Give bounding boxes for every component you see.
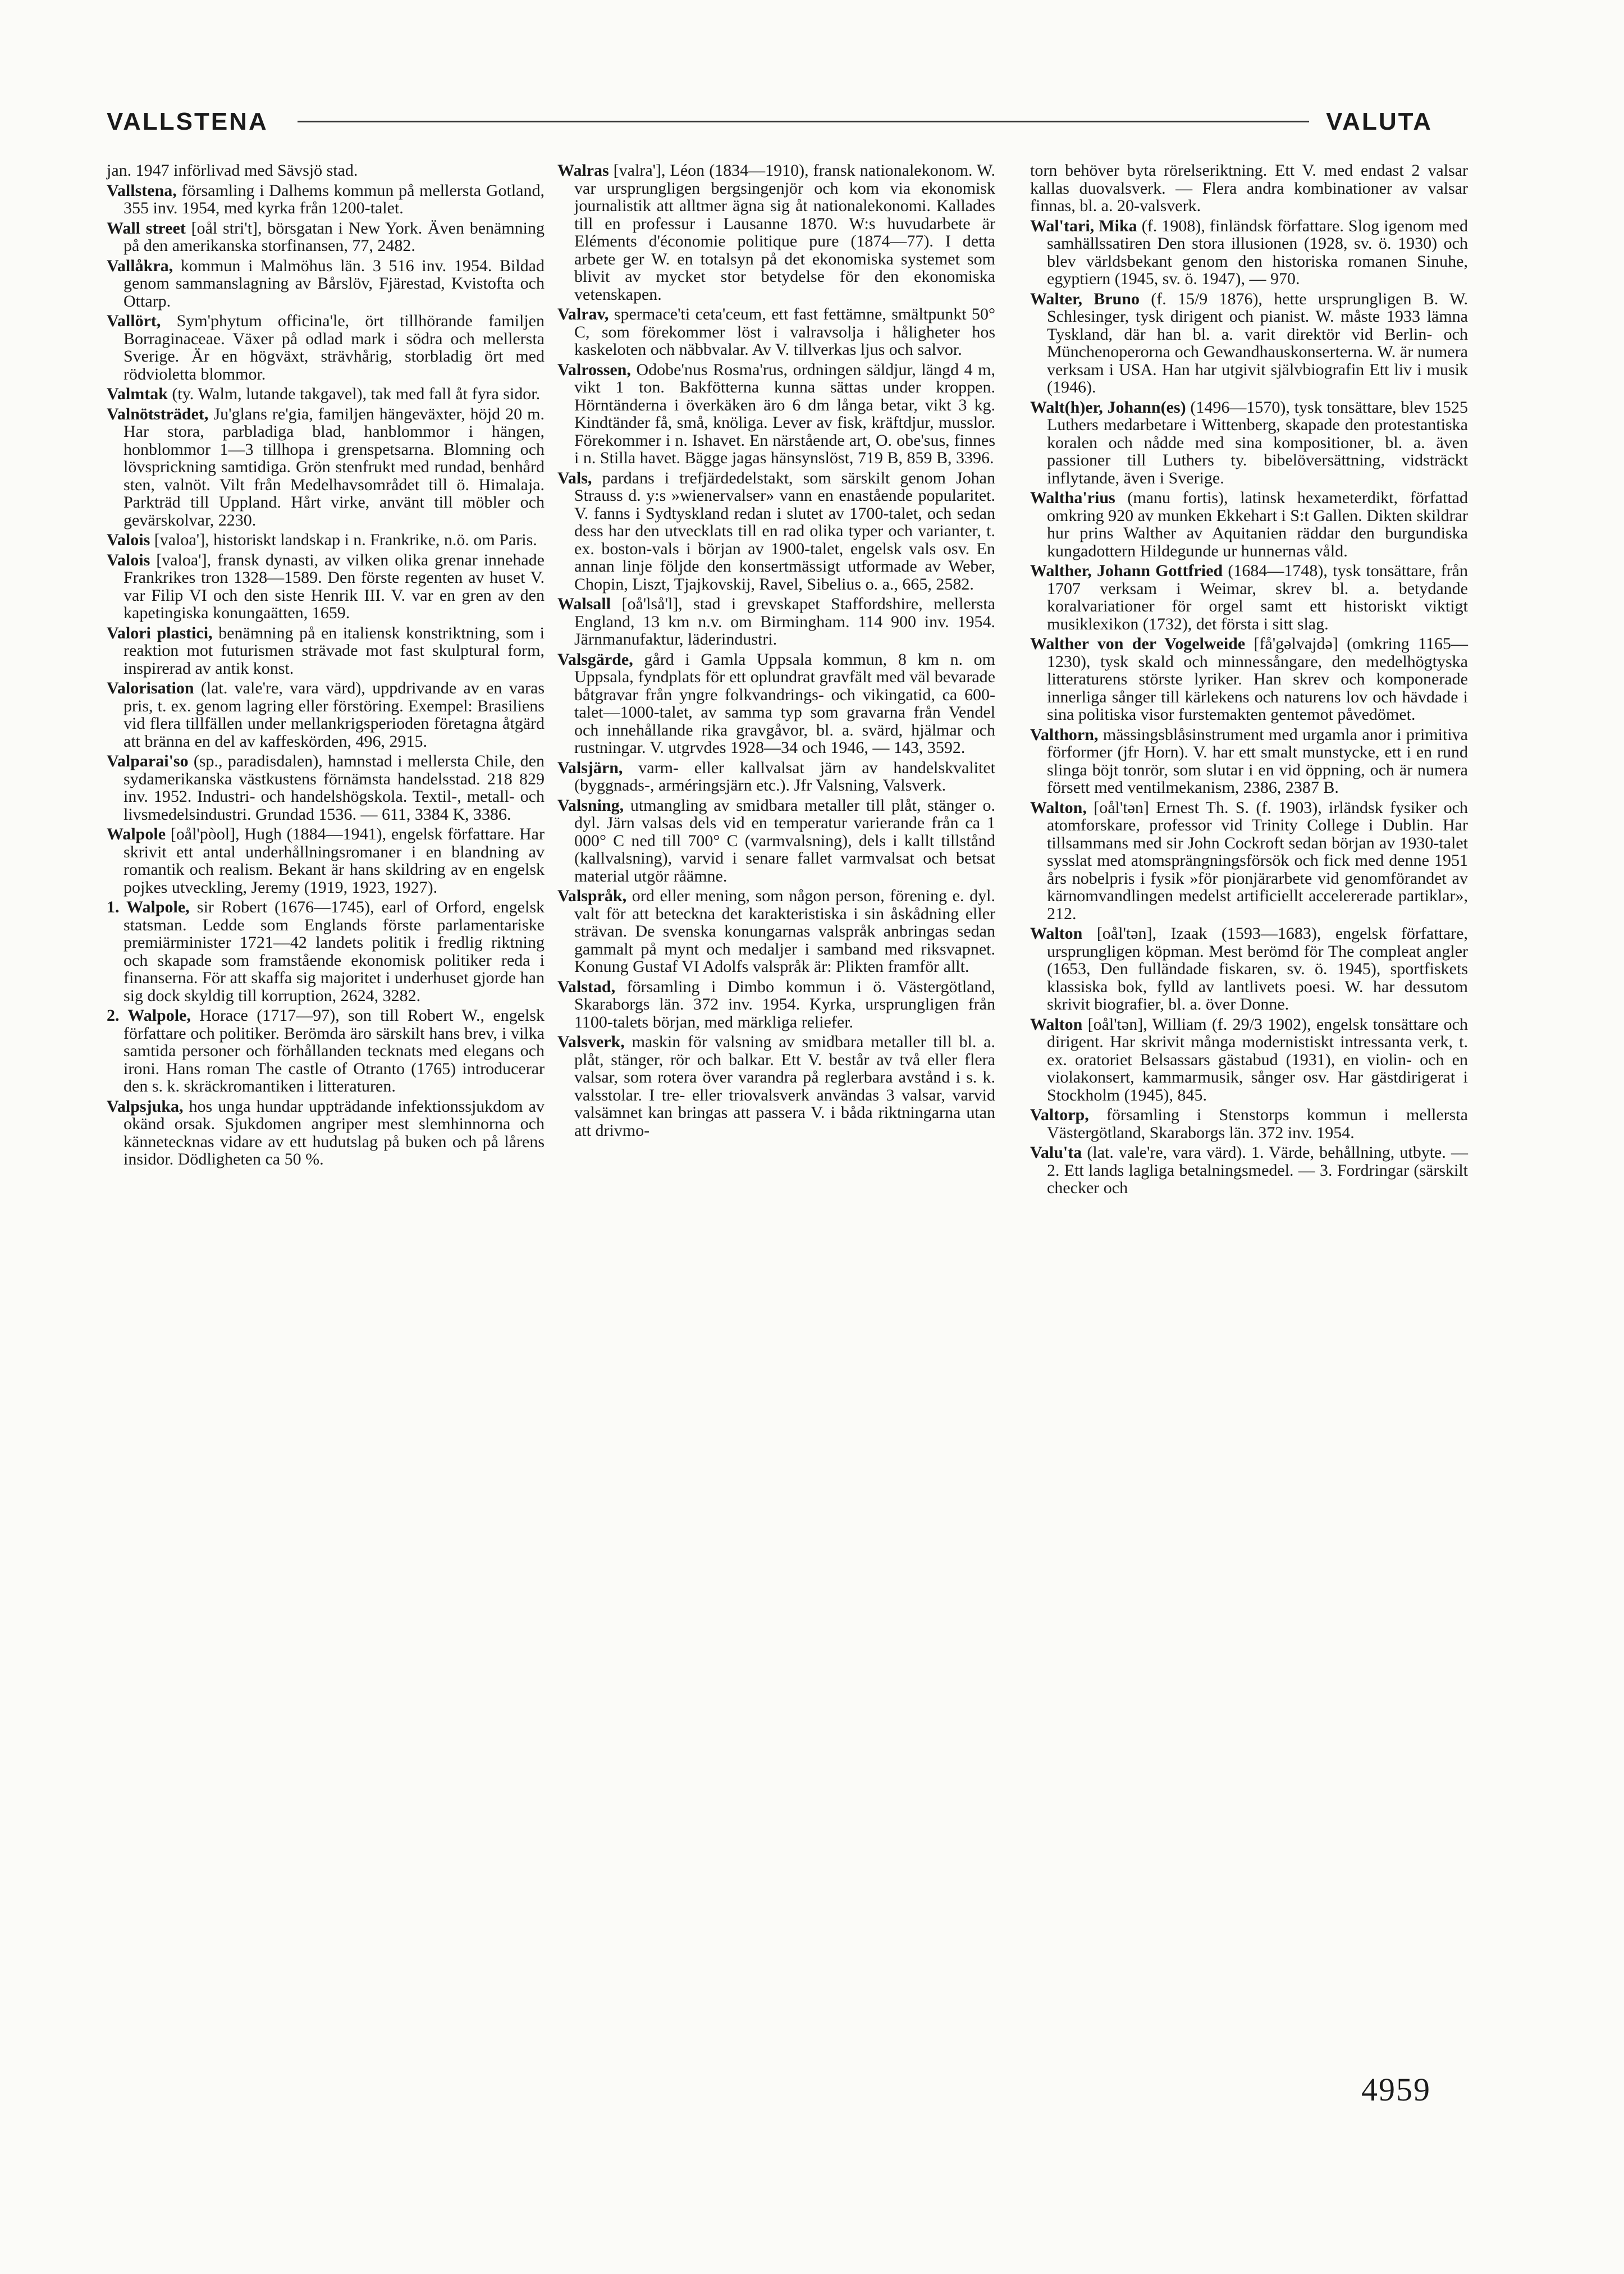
column-middle <box>557 162 995 1141</box>
header-rule <box>298 121 1309 122</box>
entry-headword: Vallört, <box>107 312 161 330</box>
entry-text: jan. 1947 införlivad med Sävsjö stad. <box>107 161 358 180</box>
entry-headword: Valpsjuka, <box>107 1097 184 1116</box>
entry-text: (lat. vale're, vara värd). 1. Värde, behållning, utbyte. — 2. Ett lands lagliga betalningsmedel. — 3. Fordringar (särskilt checker och <box>1047 1143 1468 1197</box>
column-right <box>1030 162 1468 1199</box>
dictionary-entry <box>1030 1144 1468 1197</box>
dictionary-entry <box>107 679 545 750</box>
dictionary-entry <box>1030 290 1468 396</box>
header-first-entry: VALLSTENA <box>107 108 268 135</box>
dictionary-entry <box>557 887 995 976</box>
entry-headword: Wall street <box>107 218 186 238</box>
entry-text: (lat. vale're, vara värd), uppdrivande av en varas pris, t. ex. genom lagring eller förstöring. Exempel: Brasiliens vid flera tillfällen under mellankrigsperioden företagna åtgärd att bränna en del av kaffeskörden, 496, 2915. <box>123 679 545 751</box>
entry-headword: Walsall <box>557 595 611 613</box>
dictionary-entry <box>1030 1016 1468 1104</box>
entry-headword: Valsning, <box>557 796 624 815</box>
entry-headword: Walton <box>1030 1015 1083 1034</box>
dictionary-entry <box>107 531 545 549</box>
entry-text: [oål'tən] Ernest Th. S. (f. 1903), irländsk fysiker och atomforskare, professor vid Trinity College i Dublin. Har tillsammans med sir John Cockroft sedan början av 1930-talet sysslat med atomsprängningsförsök och fick med denne 1951 års nobelpris i fysik »för pionjärarbete vid genomförandet av kärnomvandlingen medelst artificiellt accelererade partiklar», 212. <box>1047 798 1468 923</box>
dictionary-entry <box>107 162 545 180</box>
dictionary-entry <box>1030 217 1468 288</box>
dictionary-entry <box>107 257 545 310</box>
entry-text: (1496—1570), tysk tonsättare, blev 1525 Luthers medarbetare i Wittenberg, skapade den protestantiska koralen och nådde med sina kompositioner, bl. a. även passioner till Luthers ty. bibelöversättning, vidsträckt inflytande, även i Sverige. <box>1047 398 1468 487</box>
entry-headword: Wal'tari, Mika <box>1030 216 1137 235</box>
entry-headword: Vallåkra, <box>107 256 173 275</box>
dictionary-entry <box>107 182 545 217</box>
entry-text: [oål'tən], William (f. 29/3 1902), engelsk tonsättare och dirigent. Har skrivit många modernistiskt intressanta verk, t. ex. oratoriet Belsassars gästabud (1931), en violin- och en violakonsert, kammarmusik, sånger osv. Har gästdirigerat i Stockholm (1945), 845. <box>1047 1015 1468 1104</box>
entry-text: gård i Gamla Uppsala kommun, 8 km n. om Uppsala, fyndplats för ett oplundrat gravfält med väl bevarade båtgravar från yngre folkvandrings- och vikingatid, ca 600-talet—1000-talet, av samma typ som gravarna från Vendel och innehållande rika gravgåvor, bl. a. svärd, hjälmar och rustningar. V. utgrvdes 1928—34 och 1946, — 143, 3592. <box>574 650 995 757</box>
dictionary-entry <box>107 551 545 622</box>
entry-text: hos unga hundar uppträdande infektionssjukdom av okänd orsak. Sjukdomen angriper mest slemhinnorna och kännetecknas vidare av ett hudutslag på buken och på lårens insidor. Dödligheten ca 50 %. <box>123 1097 545 1168</box>
dictionary-entry <box>557 361 995 467</box>
dictionary-entry <box>557 651 995 757</box>
entry-text: [oål stri't], börsgatan i New York. Även benämning på den amerikanska storfinansen, 77, 2482. <box>123 218 545 255</box>
entry-text: [oål'pòol], Hugh (1884—1941), engelsk författare. Har skrivit ett antal underhållningsromaner i en blandning av romantik och realism. Bekant är hans skildring av en engelsk pojkes utveckling, Jeremy (1919, 1923, 1927). <box>123 825 545 897</box>
dictionary-entry <box>1030 1106 1468 1141</box>
dictionary-entry <box>557 162 995 303</box>
entry-text: ord eller mening, som någon person, förening e. dyl. valt för att beteckna det karakteristiska i sin åskådning eller strävan. De svenska konungarnas valspråk anbringas sedan gammalt på mynt och medaljer i samband med riksvapnet. Konung Gustaf VI Adolfs valspråk är: Plikten framför allt. <box>574 887 995 976</box>
dictionary-entry <box>107 312 545 383</box>
entry-text: församling i Stenstorps kommun i mellersta Västergötland, Skaraborgs län. 372 inv. 1954. <box>1047 1106 1468 1142</box>
entry-text: kommun i Malmöhus län. 3 516 inv. 1954. Bildad genom sammanslagning av Bårslöv, Fjärestad, Kvistofta och Ottarp. <box>123 256 545 310</box>
entry-headword: Valois <box>107 550 150 569</box>
dictionary-entry <box>557 1033 995 1139</box>
entry-headword: Valspråk, <box>557 887 627 905</box>
entry-text: (f. 1908), finländsk författare. Slog igenom med samhällssatiren Den stora illusionen (1928, sv. ö. 1930) och blev världsbekant genom den historiska romanen Sinuhe, egyptiern (1945, sv. ö. 1947), — 970. <box>1047 216 1468 288</box>
entry-headword: Walras <box>557 161 609 180</box>
entry-text: Horace (1717—97), son till Robert W., engelsk författare och politiker. Berömda äro särskilt hans brev, i vilka samtida personer och förhållanden tecknats med elegans och ironi. Hans roman The castle of Otranto (1765) introducerar den s. k. skräckromantiken i litteraturen. <box>123 1006 545 1095</box>
entry-headword: Valorisation <box>107 679 194 697</box>
dictionary-entry <box>1030 562 1468 633</box>
entry-headword: Valmtak <box>107 385 168 403</box>
entry-text: Odobe'nus Rosma'rus, ordningen säldjur, längd 4 m, vikt 1 ton. Bakfötterna kunna sättas under kroppen. Hörntänderna i överkäken äro 6 dm långa betar, vikt 3 kg. Kindtänder få, små, knöliga. Lever av fisk, kräftdjur, musslor. Förekommer i n. Ishavet. En närstående art, O. obe'sus, finnes i n. Stilla havet. Bägge jagas hänsynslöst, 719 B, 859 B, 3396. <box>574 360 995 467</box>
entry-text: (ty. Walm, lutande takgavel), tak med fall åt fyra sidor. <box>167 385 541 403</box>
entry-headword: Walt(h)er, Johann(es) <box>1030 398 1186 417</box>
entry-text: församling i Dimbo kommun i ö. Västergötland, Skaraborgs län. 372 inv. 1954. Kyrka, ursprungligen från 1100-talets början, med märkliga reliefer. <box>574 977 995 1031</box>
entry-headword: Valois <box>107 531 150 549</box>
entry-headword: Vals, <box>557 468 592 487</box>
entry-text: [oå'lså'l], stad i grevskapet Staffordshire, mellersta England, 13 km n.v. om Birmingham. 114 900 inv. 1954. Järnmanufaktur, läderindustri. <box>574 595 995 649</box>
dictionary-entry <box>107 1007 545 1095</box>
entry-text: Sym'phytum officina'le, ört tillhörande familjen Borraginaceae. Växer på odlad mark i södra och mellersta Sverige. Är en högväxt, strävhårig, storbladig ört med rödvioletta blommor. <box>123 312 545 383</box>
entry-text: varm- eller kallvalsat järn av handelskvalitet (byggnads-, arméringsjärn etc.). Jfr Valsning, Valsverk. <box>574 758 995 794</box>
entry-text: (sp., paradisdalen), hamnstad i mellersta Chile, den sydamerikanska västkustens förnämsta handelsstad. 218 829 inv. 1952. Industri- och handelshögskola. Textil-, metall- och livsmedelsindustri. Grundad 1536. — 611, 3384 K, 3386. <box>123 752 545 824</box>
dictionary-entry <box>107 405 545 529</box>
page-number: 4959 <box>1361 2071 1431 2108</box>
entry-headword: 2. Walpole, <box>107 1006 191 1025</box>
entry-headword: Valparai'so <box>107 752 189 770</box>
dictionary-entry <box>557 797 995 885</box>
dictionary-entry <box>1030 399 1468 487</box>
entry-headword: 1. Walpole, <box>107 898 190 916</box>
entry-headword: Walther von der Vogelweide <box>1030 634 1246 653</box>
dictionary-entry <box>557 305 995 359</box>
entry-headword: Valthorn, <box>1030 725 1099 744</box>
dictionary-entry <box>1030 162 1468 215</box>
entry-text: maskin för valsning av smidbara metaller till bl. a. plåt, stänger, rör och balkar. Ett V. består av två eller flera valsar, som rotera över varandra på reglerbara avstånd i s. k. valsstolar. I tre- eller triovalsverk användas 3 valsar, varvid valsämnet kan bringas att passera V. i båda riktningarna utan att drivmo- <box>574 1033 995 1140</box>
entry-text: (1684—1748), tysk tonsättare, från 1707 verksam i Weimar, skrev bl. a. betydande koralvariationer för orgel samt ett historiskt viktigt musiklexikon (1732), det första i sitt slag. <box>1047 561 1469 633</box>
entry-text: mässingsblåsinstrument med urgamla anor i primitiva förformer (jfr Horn). V. har ett smalt munstycke, ett i en rund slinga böjt tonrör, som slutar i en vid öppning, och är numera försett med ventilmekanism, 2386, 2387 B. <box>1047 725 1468 797</box>
entry-text: sir Robert (1676—1745), earl of Orford, engelsk statsman. Ledde som Englands förste parlamentariske premiärminister 1721—42 landets politik i fredlig riktning och skapade som framstående ekonomisk politiker reda i finanserna. För att skaffa sig majoritet i underhuset gjorde han sig dock skyldig till korruption, 2624, 3282. <box>123 898 545 1005</box>
entry-text: benämning på en italiensk konstriktning, som i reaktion mot futurismen strävade mot fast skulptural form, inspirerad av antik konst. <box>123 623 545 678</box>
entry-headword: Walton, <box>1030 798 1087 817</box>
entry-headword: Walther, Johann Gottfried <box>1030 561 1223 580</box>
running-header <box>107 106 1433 139</box>
entry-text: [få'gəlvajdə] (omkring 1165—1230), tysk skald och minnessångare, den medelhögtyska litteraturens störste lyriker. Han skrev och komponerade innerliga sånger till kärlekens och naturens lov och hävdade i sina politiska visor furstemakten gentemot påvedömet. <box>1047 634 1468 724</box>
entry-headword: Valnötsträdet, <box>107 404 209 423</box>
entry-text: torn behöver byta rörelseriktning. Ett V. med endast 2 valsar kallas duovalsverk. — Flera andra kombinationer av valsar finnas, bl. a. 20-valsverk. <box>1030 161 1468 215</box>
entry-text: utmangling av smidbara metaller till plåt, stänger o. dyl. Järn valsas dels vid en temperatur varierande från ca 1 000° C ned till 700° C (varmvalsning), dels i kallt tillstånd (kallvalsning), varvid i senare fallet varmvalsat och betsat material utgör råämne. <box>574 796 995 885</box>
entry-headword: Valrav, <box>557 305 609 323</box>
entry-headword: Valu'ta <box>1030 1143 1082 1162</box>
dictionary-entry <box>107 385 545 403</box>
dictionary-entry <box>1030 726 1468 797</box>
dictionary-entry <box>107 220 545 255</box>
header-last-entry: VALUTA <box>1326 108 1433 135</box>
entry-headword: Valrossen, <box>557 360 631 379</box>
dictionary-entry <box>1030 489 1468 560</box>
entry-headword: Valtorp, <box>1030 1106 1089 1124</box>
entry-text: [valoa'], historiskt landskap i n. Frankrike, n.ö. om Paris. <box>150 531 537 549</box>
entry-text: Ju'glans re'gia, familjen hängeväxter, höjd 20 m. Har stora, parbladiga blad, hanblommor i hängen, honblommor 1—3 tillhopa i grenspetsarna. Blomning och lövsprickning samtidiga. Grön stenfrukt med rundad, benhård sten, valnöt. Vilt från Medelhavsområdet till ö. Himalaja. Parkträd till Uppland. Hårt virke, använt till möbler och gevärskolvar, 2230. <box>123 404 545 529</box>
entry-text: pardans i trefjärdedelstakt, som särskilt genom Johan Strauss d. y:s »wienervalser» vann en enastående popularitet. V. fanns i Sydtyskland redan i slutet av 1700-talet, och sedan dess har den utvecklats till en rad olika typer och varianter, t. ex. boston-vals i början av 1900-talet, engelsk vals osv. En annan linje följde den konsertmässigt utformade av Weber, Chopin, Liszt, Tjajkovskij, Ravel, Sibelius o. a., 665, 2582. <box>574 468 995 593</box>
dictionary-entry <box>107 1098 545 1168</box>
dictionary-entry <box>557 595 995 649</box>
entry-text: församling i Dalhems kommun på mellersta Gotland, 355 inv. 1954, med kyrka från 1200-talet. <box>123 181 545 217</box>
entry-headword: Walter, Bruno <box>1030 289 1140 308</box>
entry-text: (f. 15/9 1876), hette ursprungligen B. W. Schlesinger, tysk dirigent och pianist. W. måste 1933 lämna Tyskland, där han bl. a. varit direktör vid Berlin- och Münchenoperorna och Gewandhauskonserterna. W. är numera verksam i USA. Han har utgivit självbiografin Ett liv i musik (1946). <box>1047 289 1468 396</box>
entry-text: [oål'tən], Izaak (1593—1683), engelsk författare, ursprungligen köpman. Mest berömd för The compleat angler (1653, Den fulländade fiskaren, sv. ö. 1945), sportfiskets klassiska bok, fylld av lantlivets poesi. W. har dessutom skrivit biografier, bl. a. över Donne. <box>1047 924 1468 1013</box>
entry-headword: Valori plastici, <box>107 623 213 642</box>
entry-text: [valoa'], fransk dynasti, av vilken olika grenar innehade Frankrikes tron 1328—1589. Den förste regenten av huset V. var Filip VI och den siste Henrik III. V. var en gren av den kapetingiska konungaätten, 1659. <box>123 550 545 622</box>
dictionary-entry <box>1030 635 1468 724</box>
entry-text: spermace'ti ceta'ceum, ett fast fettämne, smältpunkt 50° C, som förekommer löst i valravsolja i håligheter hos kaskeloten och näbbvalar. Av V. tillverkas ljus och salvor. <box>574 305 995 359</box>
dictionary-entry <box>107 624 545 678</box>
entry-headword: Valsverk, <box>557 1033 625 1051</box>
dictionary-entry <box>1030 799 1468 923</box>
entry-headword: Valsjärn, <box>557 758 623 777</box>
dictionary-entry <box>107 752 545 823</box>
entry-headword: Walpole <box>107 825 166 843</box>
dictionary-entry <box>107 898 545 1004</box>
dictionary-entry <box>557 978 995 1031</box>
entry-headword: Waltha'rius <box>1030 488 1115 507</box>
entry-text: [valra'], Léon (1834—1910), fransk nationalekonom. W. var ursprungligen bergsingenjör och kom via ekonomisk journalistik att alltmer ägna sig åt nationalekonomi. Kallades till en professur i Lausanne 1870. W:s huvudarbete är Eléments d'économie politique pure (1874—77). I detta arbete ger W. en totalsyn på det ekonomiska systemet som blivit av mycket stor betydelse för den ekonomiska vetenskapen. <box>574 161 995 304</box>
column-left <box>107 162 545 1171</box>
entry-headword: Valstad, <box>557 977 616 996</box>
entry-headword: Valsgärde, <box>557 650 633 669</box>
entry-text: (manu fortis), latinsk hexameterdikt, författad omkring 920 av munken Ekkehart i S:t Gallen. Dikten skildrar hur prins Walther av Aquitanien räddar den burgundiska kungadottern Hildegunde ur hunnernas våld. <box>1047 488 1468 560</box>
dictionary-entry <box>1030 925 1468 1013</box>
entry-headword: Walton <box>1030 924 1083 943</box>
dictionary-entry <box>107 825 545 896</box>
entry-headword: Vallstena, <box>107 181 177 200</box>
dictionary-entry <box>557 759 995 794</box>
dictionary-entry <box>557 469 995 593</box>
